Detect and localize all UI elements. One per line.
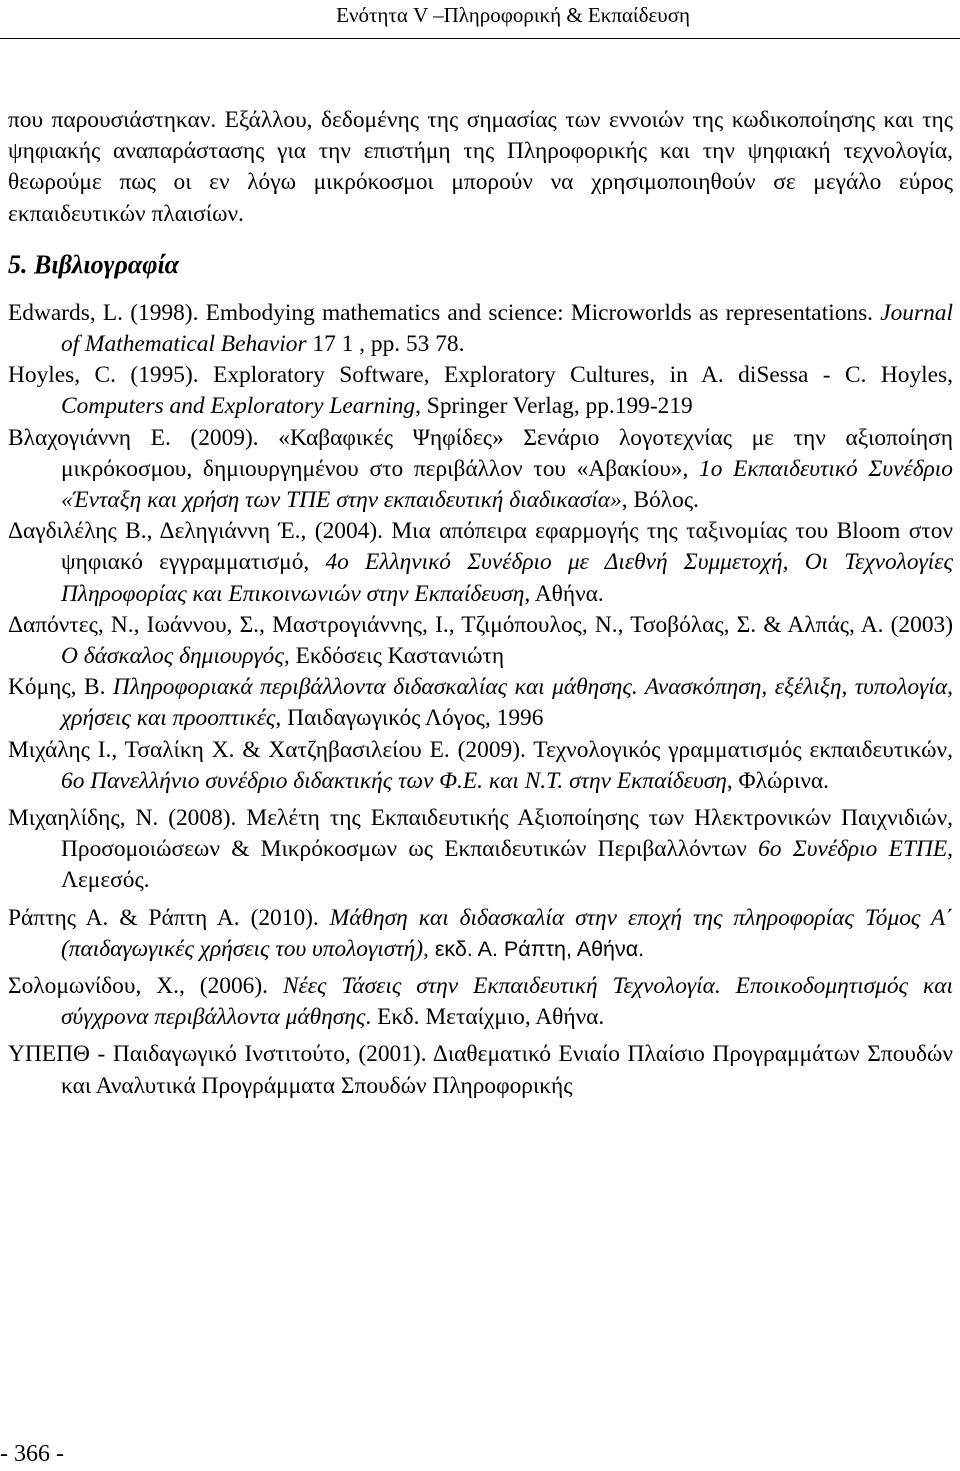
section-heading: 5. Βιβλιογραφία	[8, 249, 180, 279]
intro-paragraph: που παρουσιάστηκαν. Εξάλλου, δεδομένης της σημασίας των εννοιών της κωδικοποίησης και της ψηφιακής αναπαράστασης για την επιστήμη της Πληροφορικής και την ψηφιακή τεχνολογία, θεωρούμε πως οι εν λόγω μικρόκοσμοι μπορούν να χρησιμοποιηθούν σε μεγάλο εύρος εκπαιδευτικών πλαισίων.	[8, 107, 953, 227]
page-header	[0, 0, 960, 39]
reference-item: Hoyles, C. (1995). Exploratory Software, Exploratory Cultures, in A. diSessa - C. Hoyles, Computers and Exploratory Learning, Springer Verlag, pp.199-219	[8, 362, 953, 420]
reference-item: Μιχάλης Ι., Τσαλίκη Χ. & Χατζηβασιλείου Ε. (2009). Τεχνολογικός γραμματισμός εκπαιδευτικών, 6ο Πανελλήνιο συνέδριο διδακτικής των Φ.Ε. και Ν.Τ. στην Εκπαίδευση, Φλώρινα.	[8, 736, 953, 794]
reference-item: Edwards, L. (1998). Embodying mathematics and science: Microworlds as representations. Journal of Mathematical Behavior 17 1 , pp. 53 78.	[8, 299, 953, 358]
reference-item: Ράπτης Α. & Ράπτη Α. (2010). Μάθηση και διδασκαλία στην εποχή της πληροφορίας Τόμος Α΄ (παιδαγωγικές χρήσεις του υπολογιστή), εκδ. Α. Ράπτη, Αθήνα.	[8, 904, 953, 962]
reference-item: Δαγδιλέλης Β., Δεληγιάννη Έ., (2004). Μια απόπειρα εφαρμογής της ταξινομίας του Bloom στον ψηφιακό εγγραμματισμό, 4ο Ελληνικό Συνέδριο με Διεθνή Συμμετοχή, Οι Τεχνολογίες Πληροφορίας και Επικοινωνιών στην Εκπαίδευση, Αθήνα.	[8, 518, 954, 607]
reference-item: Σολομωνίδου, Χ., (2006). Νέες Τάσεις στην Εκπαιδευτική Τεχνολογία. Εποικοδομητισμός και σύγχρονα περιβάλλοντα μάθησης. Εκδ. Μεταίχμιο, Αθήνα.	[8, 973, 953, 1031]
page-body	[8, 105, 953, 1102]
reference-item: Μιχαηλίδης, Ν. (2008). Μελέτη της Εκπαιδευτικής Αξιοποίησης των Ηλεκτρονικών Παιχνιδιών, Προσομοιώσεων & Μικρόκοσμων ως Εκπαιδευτικών Περιβαλλόντων 6ο Συνέδριο ΕΤΠΕ, Λεμεσός.	[8, 805, 953, 894]
reference-list	[8, 298, 953, 1102]
header-title: Ενότητα V –Πληροφορική & Εκπαίδευση	[336, 3, 690, 27]
reference-item: ΥΠΕΠΘ - Παιδαγωγικό Ινστιτούτο, (2001). Διαθεματικό Ενιαίο Πλαίσιο Προγραμμάτων Σπουδών και Αναλυτικά Προγράμματα Σπουδών Πληροφορικής	[8, 1041, 953, 1099]
reference-item: Δαπόντες, Ν., Ιωάννου, Σ., Μαστρογιάννης, Ι., Τζιμόπουλος, Ν., Τσοβόλας, Σ. & Αλπάς, Α. (2003) Ο δάσκαλος δημιουργός, Εκδόσεις Καστανιώτη	[8, 611, 953, 670]
reference-item: Βλαχογιάννη Ε. (2009). «Καβαφικές Ψηφίδες» Σενάριο λογοτεχνίας με την αξιοποίηση μικρόκοσμου, δημιουργημένου στο περιβάλλον του «Αβακίου», 1ο Εκπαιδευτικό Συνέδριο «Ένταξη και χρήση των ΤΠΕ στην εκπαιδευτική διαδικασία», Βόλος.	[8, 424, 953, 514]
page-number: - 366 -	[0, 1441, 64, 1467]
reference-item: Κόμης, Β. Πληροφοριακά περιβάλλοντα διδασκαλίας και μάθησης. Ανασκόπηση, εξέλιξη, τυπολογία, χρήσεις και προοπτικές, Παιδαγωγικός Λόγος, 1996	[8, 674, 953, 732]
